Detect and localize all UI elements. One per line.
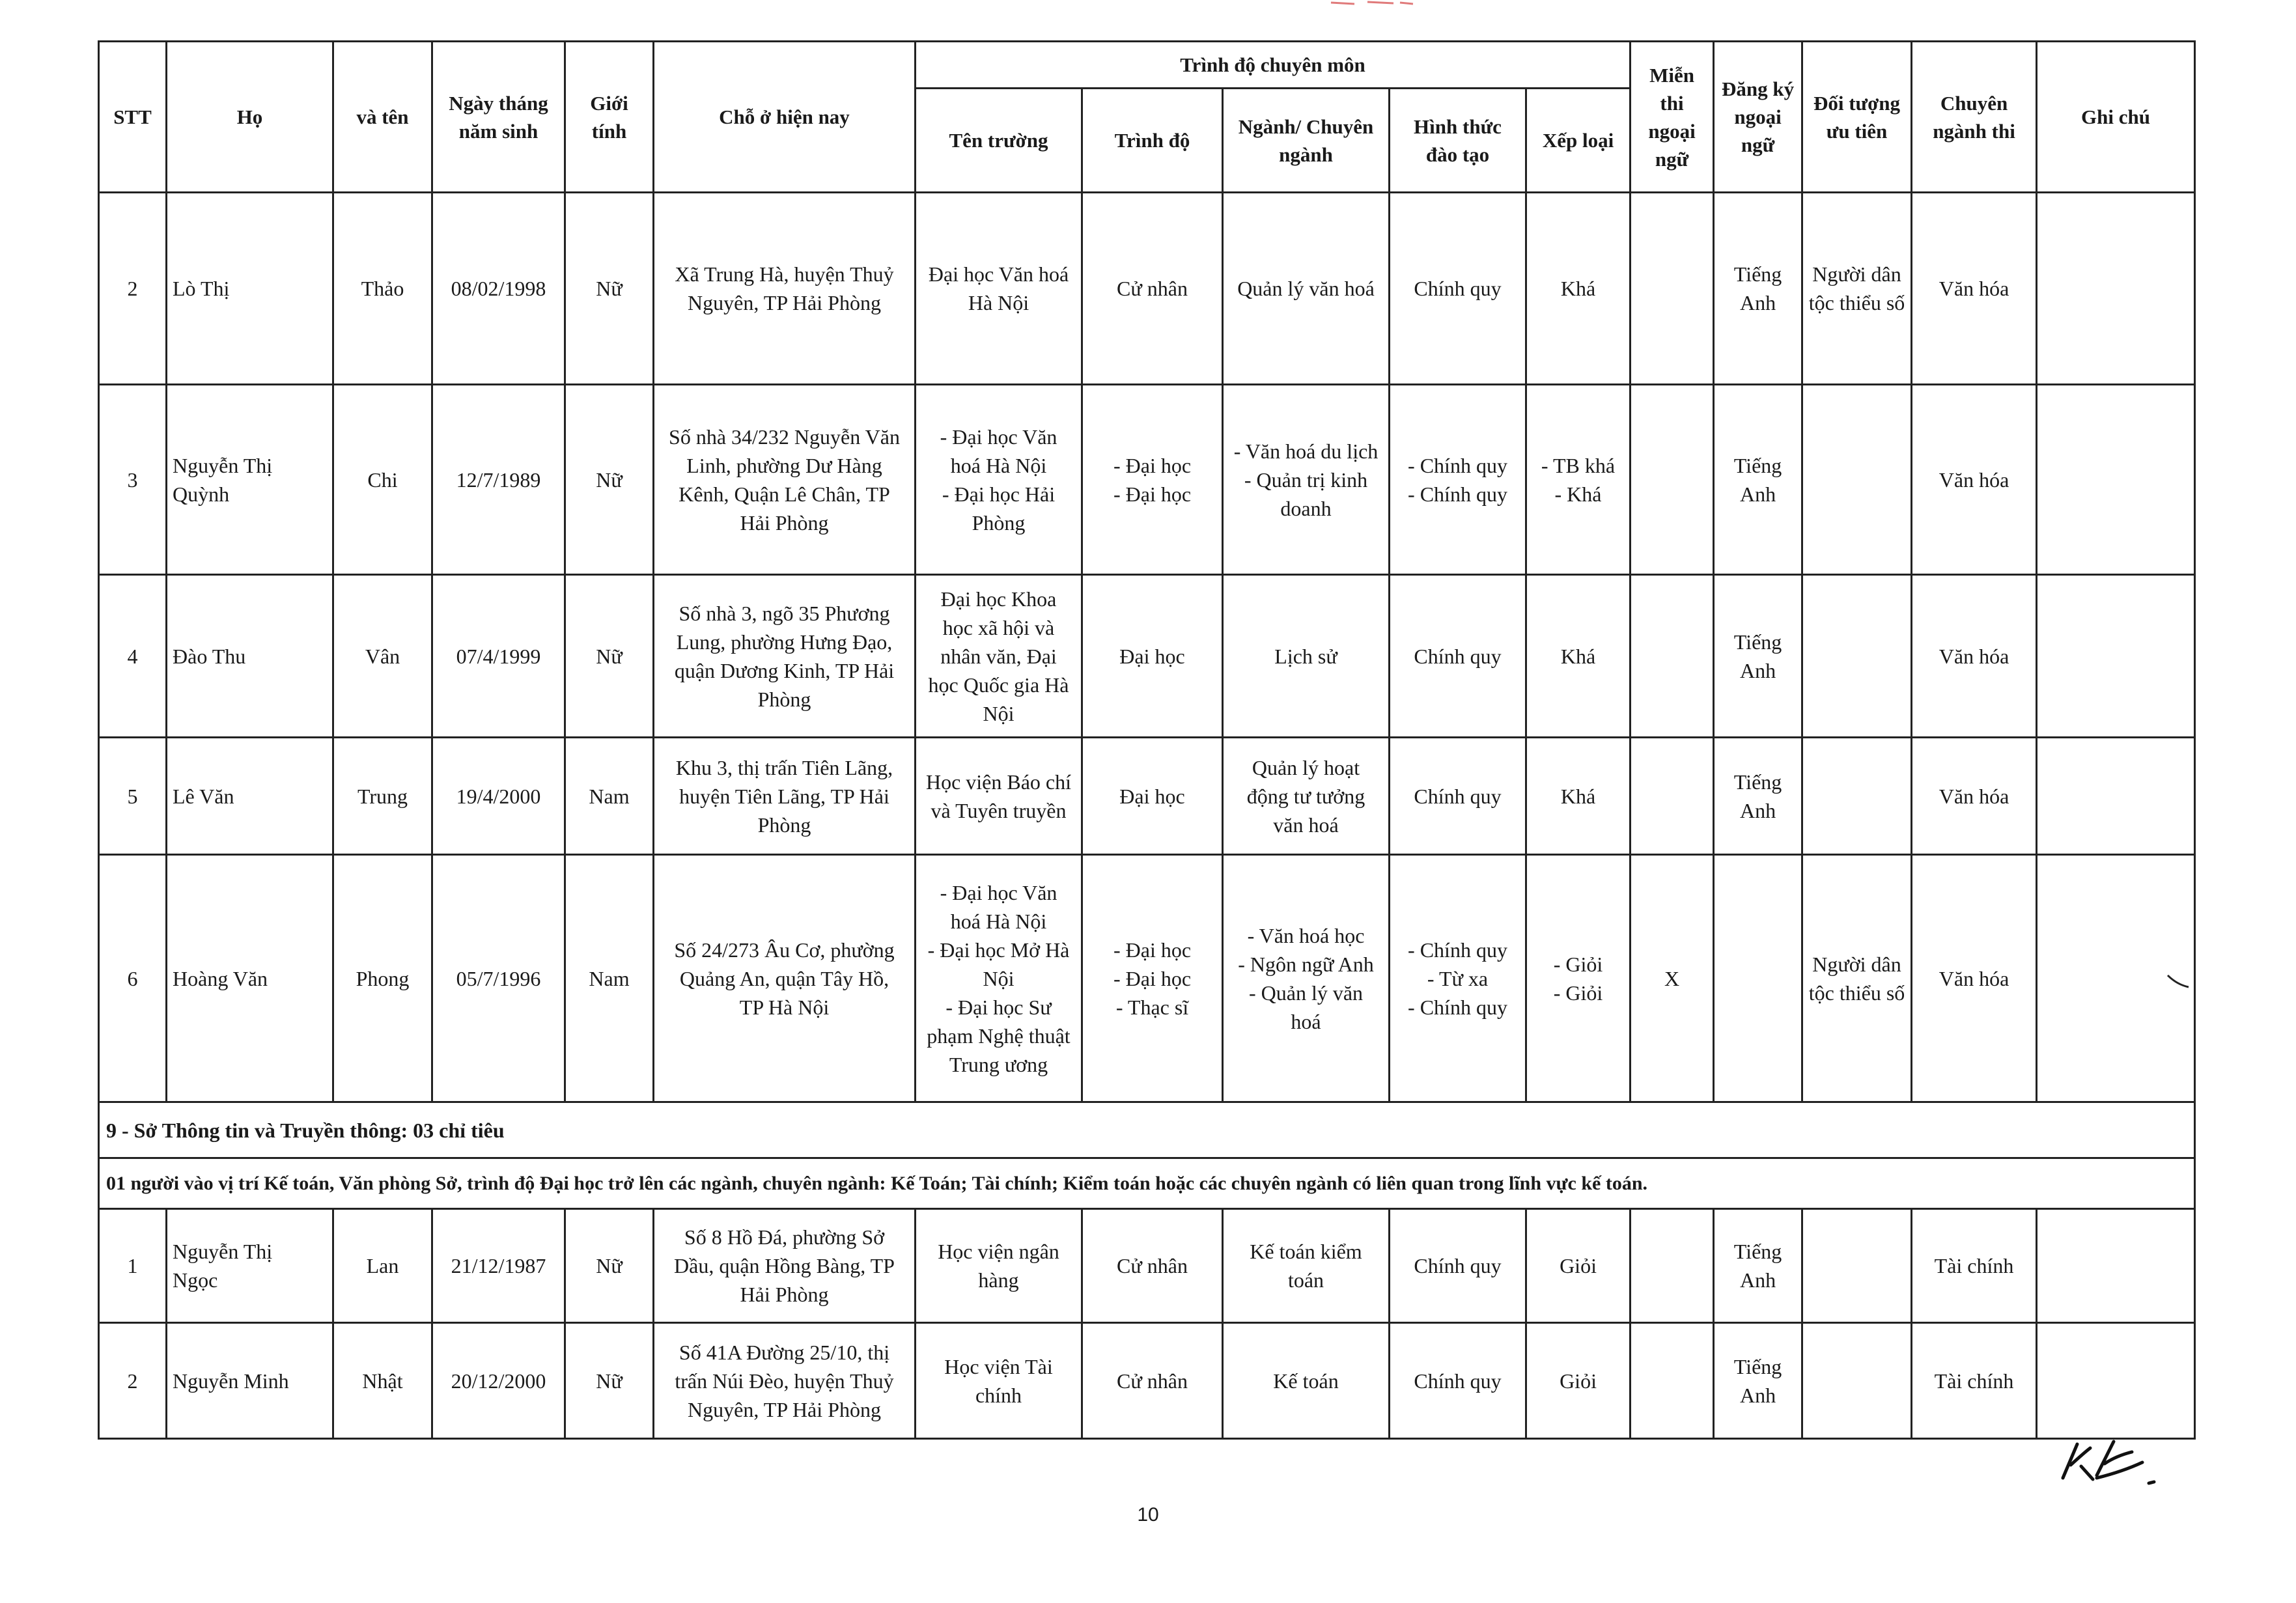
cell-ngay-sinh: 12/7/1989	[432, 385, 565, 575]
cell-hinh-thuc: - Chính quy - Chính quy	[1390, 385, 1526, 575]
cell-ho: Lò Thị	[167, 193, 333, 385]
cell-chuyen-nganh-thi: Tài chính	[1912, 1209, 2037, 1323]
position-row	[99, 1158, 2195, 1209]
cell-trinh-do: Đại học	[1082, 575, 1223, 738]
cell-gioi-tinh: Nữ	[565, 1323, 654, 1439]
header-trinh-do-chuyen-mon: Trình độ chuyên môn	[916, 42, 1631, 89]
cell-ten: Vân	[333, 575, 432, 738]
cell-trinh-do: Cử nhân	[1082, 1323, 1223, 1439]
cell-chuyen-nganh-thi: Tài chính	[1912, 1323, 2037, 1439]
cell-nganh: - Văn hoá học - Ngôn ngữ Anh - Quản lý văn hoá	[1223, 855, 1390, 1102]
cell-gioi-tinh: Nữ	[565, 193, 654, 385]
header-doi-tuong: Đối tượng ưu tiên	[1802, 42, 1912, 193]
cell-doi-tuong	[1802, 385, 1912, 575]
position-title: 01 người vào vị trí Kế toán, Văn phòng Sở, trình độ Đại học trở lên các ngành, chuyên ngành: Kế Toán; Tài chính; Kiểm toán hoặc các chuyên ngành có liên quan trong lĩnh vực kế toán.	[99, 1158, 2195, 1209]
cell-ho: Lê Văn	[167, 738, 333, 855]
cell-doi-tuong: Người dân tộc thiểu số	[1802, 855, 1912, 1102]
cell-xep-loai: - TB khá - Khá	[1526, 385, 1631, 575]
header-ten-truong: Tên trường	[916, 89, 1082, 193]
cell-gioi-tinh: Nam	[565, 738, 654, 855]
cell-ghi-chu	[2037, 385, 2195, 575]
cell-nganh: Kế toán	[1223, 1323, 1390, 1439]
cell-ten: Trung	[333, 738, 432, 855]
cell-stt: 5	[99, 738, 167, 855]
cell-ngay-sinh: 20/12/2000	[432, 1323, 565, 1439]
cell-gioi-tinh: Nữ	[565, 385, 654, 575]
cell-cho-o: Số 41A Đường 25/10, thị trấn Núi Đèo, huyện Thuỷ Nguyên, TP Hải Phòng	[654, 1323, 916, 1439]
cell-hinh-thuc: Chính quy	[1390, 1209, 1526, 1323]
cell-doi-tuong	[1802, 1323, 1912, 1439]
cell-mien-thi	[1631, 1209, 1714, 1323]
cell-nganh: - Văn hoá du lịch - Quản trị kinh doanh	[1223, 385, 1390, 575]
cell-ten-truong: Đại học Văn hoá Hà Nội	[916, 193, 1082, 385]
table-row	[99, 385, 2195, 575]
cell-xep-loai: - Giỏi - Giỏi	[1526, 855, 1631, 1102]
cell-ngay-sinh: 05/7/1996	[432, 855, 565, 1102]
page-number: 10	[1137, 1504, 1159, 1526]
cell-chuyen-nganh-thi: Văn hóa	[1912, 738, 2037, 855]
candidate-table-container	[98, 40, 2194, 1440]
cell-stt: 3	[99, 385, 167, 575]
header-ho: Họ	[167, 42, 333, 193]
cell-cho-o: Số 24/273 Âu Cơ, phường Quảng An, quận Tây Hồ, TP Hà Nội	[654, 855, 916, 1102]
header-stt: STT	[99, 42, 167, 193]
section-row	[99, 1102, 2195, 1158]
cell-stt: 2	[99, 193, 167, 385]
header-mien-thi: Miễn thi ngoại ngữ	[1631, 42, 1714, 193]
table-row	[99, 575, 2195, 738]
cell-ho: Hoàng Văn	[167, 855, 333, 1102]
cell-ten-truong: - Đại học Văn hoá Hà Nội - Đại học Mở Hà Nội - Đại học Sư phạm Nghệ thuật Trung ương	[916, 855, 1082, 1102]
table-row	[99, 1209, 2195, 1323]
cell-dang-ky: Tiếng Anh	[1714, 193, 1802, 385]
cell-cho-o: Số nhà 34/232 Nguyễn Văn Linh, phường Dư Hàng Kênh, Quận Lê Chân, TP Hải Phòng	[654, 385, 916, 575]
tick-mark-icon	[2165, 970, 2191, 996]
cell-chuyen-nganh-thi: Văn hóa	[1912, 193, 2037, 385]
cell-ho: Đào Thu	[167, 575, 333, 738]
cell-doi-tuong	[1802, 1209, 1912, 1323]
header-hinh-thuc: Hình thức đào tạo	[1390, 89, 1526, 193]
cell-ho: Nguyễn Thị Ngọc	[167, 1209, 333, 1323]
cell-cho-o: Số nhà 3, ngõ 35 Phương Lung, phường Hưng Đạo, quận Dương Kinh, TP Hải Phòng	[654, 575, 916, 738]
cell-ngay-sinh: 21/12/1987	[432, 1209, 565, 1323]
cell-ngay-sinh: 19/4/2000	[432, 738, 565, 855]
table-row	[99, 193, 2195, 385]
cell-ten-truong: - Đại học Văn hoá Hà Nội - Đại học Hải Phòng	[916, 385, 1082, 575]
cell-mien-thi	[1631, 575, 1714, 738]
table-row	[99, 738, 2195, 855]
cell-mien-thi	[1631, 1323, 1714, 1439]
header-ghi-chu: Ghi chú	[2037, 42, 2195, 193]
header-dang-ky: Đăng ký ngoại ngữ	[1714, 42, 1802, 193]
cell-ten: Chi	[333, 385, 432, 575]
cell-ten-truong: Đại học Khoa học xã hội và nhân văn, Đại học Quốc gia Hà Nội	[916, 575, 1082, 738]
cell-trinh-do: Đại học	[1082, 738, 1223, 855]
cell-trinh-do: Cử nhân	[1082, 193, 1223, 385]
cell-ten-truong: Học viện ngân hàng	[916, 1209, 1082, 1323]
cell-ten: Thảo	[333, 193, 432, 385]
cell-trinh-do: - Đại học - Đại học	[1082, 385, 1223, 575]
cell-ngay-sinh: 07/4/1999	[432, 575, 565, 738]
cell-gioi-tinh: Nữ	[565, 575, 654, 738]
header-va-ten: và tên	[333, 42, 432, 193]
cell-doi-tuong: Người dân tộc thiểu số	[1802, 193, 1912, 385]
cell-dang-ky: Tiếng Anh	[1714, 1209, 1802, 1323]
cell-trinh-do: Cử nhân	[1082, 1209, 1223, 1323]
cell-ho: Nguyễn Minh	[167, 1323, 333, 1439]
cell-gioi-tinh: Nữ	[565, 1209, 654, 1323]
signature-icon	[2051, 1432, 2181, 1491]
table-row	[99, 1323, 2195, 1439]
table-row	[99, 855, 2195, 1102]
header-trinh-do: Trình độ	[1082, 89, 1223, 193]
cell-chuyen-nganh-thi: Văn hóa	[1912, 855, 2037, 1102]
candidate-table	[98, 40, 2196, 1440]
cell-stt: 1	[99, 1209, 167, 1323]
cell-mien-thi	[1631, 193, 1714, 385]
cell-ten-truong: Học viện Báo chí và Tuyên truyền	[916, 738, 1082, 855]
cell-ten: Phong	[333, 855, 432, 1102]
section-title: 9 - Sở Thông tin và Truyền thông: 03 chỉ tiêu	[99, 1102, 2195, 1158]
cell-dang-ky	[1714, 855, 1802, 1102]
cell-hinh-thuc: Chính quy	[1390, 1323, 1526, 1439]
cell-ten: Lan	[333, 1209, 432, 1323]
cell-dang-ky: Tiếng Anh	[1714, 738, 1802, 855]
cell-xep-loai: Giỏi	[1526, 1323, 1631, 1439]
cell-trinh-do: - Đại học - Đại học - Thạc sĩ	[1082, 855, 1223, 1102]
cell-hinh-thuc: Chính quy	[1390, 575, 1526, 738]
header-xep-loai: Xếp loại	[1526, 89, 1631, 193]
cell-nganh: Kế toán kiểm toán	[1223, 1209, 1390, 1323]
cell-dang-ky: Tiếng Anh	[1714, 1323, 1802, 1439]
cell-chuyen-nganh-thi: Văn hóa	[1912, 575, 2037, 738]
header-cho-o: Chỗ ở hiện nay	[654, 42, 916, 193]
cell-nganh: Quản lý văn hoá	[1223, 193, 1390, 385]
cell-ho: Nguyễn Thị Quỳnh	[167, 385, 333, 575]
cell-ten: Nhật	[333, 1323, 432, 1439]
cell-cho-o: Xã Trung Hà, huyện Thuỷ Nguyên, TP Hải Phòng	[654, 193, 916, 385]
cell-chuyen-nganh-thi: Văn hóa	[1912, 385, 2037, 575]
cell-cho-o: Số 8 Hồ Đá, phường Sở Dầu, quận Hồng Bàng, TP Hải Phòng	[654, 1209, 916, 1323]
red-mark-icon	[1328, 0, 1420, 9]
cell-ghi-chu	[2037, 738, 2195, 855]
cell-ghi-chu	[2037, 1209, 2195, 1323]
cell-xep-loai: Khá	[1526, 575, 1631, 738]
header-nganh: Ngành/ Chuyên ngành	[1223, 89, 1390, 193]
cell-hinh-thuc: Chính quy	[1390, 738, 1526, 855]
cell-mien-thi	[1631, 738, 1714, 855]
cell-stt: 6	[99, 855, 167, 1102]
cell-doi-tuong	[1802, 738, 1912, 855]
cell-ghi-chu	[2037, 575, 2195, 738]
cell-mien-thi	[1631, 385, 1714, 575]
cell-cho-o: Khu 3, thị trấn Tiên Lãng, huyện Tiên Lãng, TP Hải Phòng	[654, 738, 916, 855]
cell-dang-ky: Tiếng Anh	[1714, 385, 1802, 575]
cell-mien-thi: X	[1631, 855, 1714, 1102]
cell-ghi-chu	[2037, 193, 2195, 385]
cell-ghi-chu	[2037, 1323, 2195, 1439]
header-chuyen-nganh-thi: Chuyên ngành thi	[1912, 42, 2037, 193]
cell-nganh: Lịch sử	[1223, 575, 1390, 738]
cell-xep-loai: Khá	[1526, 738, 1631, 855]
cell-xep-loai: Khá	[1526, 193, 1631, 385]
cell-ngay-sinh: 08/02/1998	[432, 193, 565, 385]
cell-hinh-thuc: Chính quy	[1390, 193, 1526, 385]
cell-hinh-thuc: - Chính quy - Từ xa - Chính quy	[1390, 855, 1526, 1102]
cell-xep-loai: Giỏi	[1526, 1209, 1631, 1323]
cell-stt: 4	[99, 575, 167, 738]
cell-dang-ky: Tiếng Anh	[1714, 575, 1802, 738]
cell-gioi-tinh: Nam	[565, 855, 654, 1102]
header-ngay-sinh: Ngày tháng năm sinh	[432, 42, 565, 193]
header-gioi-tinh: Giới tính	[565, 42, 654, 193]
cell-nganh: Quản lý hoạt động tư tưởng văn hoá	[1223, 738, 1390, 855]
cell-doi-tuong	[1802, 575, 1912, 738]
cell-ten-truong: Học viện Tài chính	[916, 1323, 1082, 1439]
cell-stt: 2	[99, 1323, 167, 1439]
